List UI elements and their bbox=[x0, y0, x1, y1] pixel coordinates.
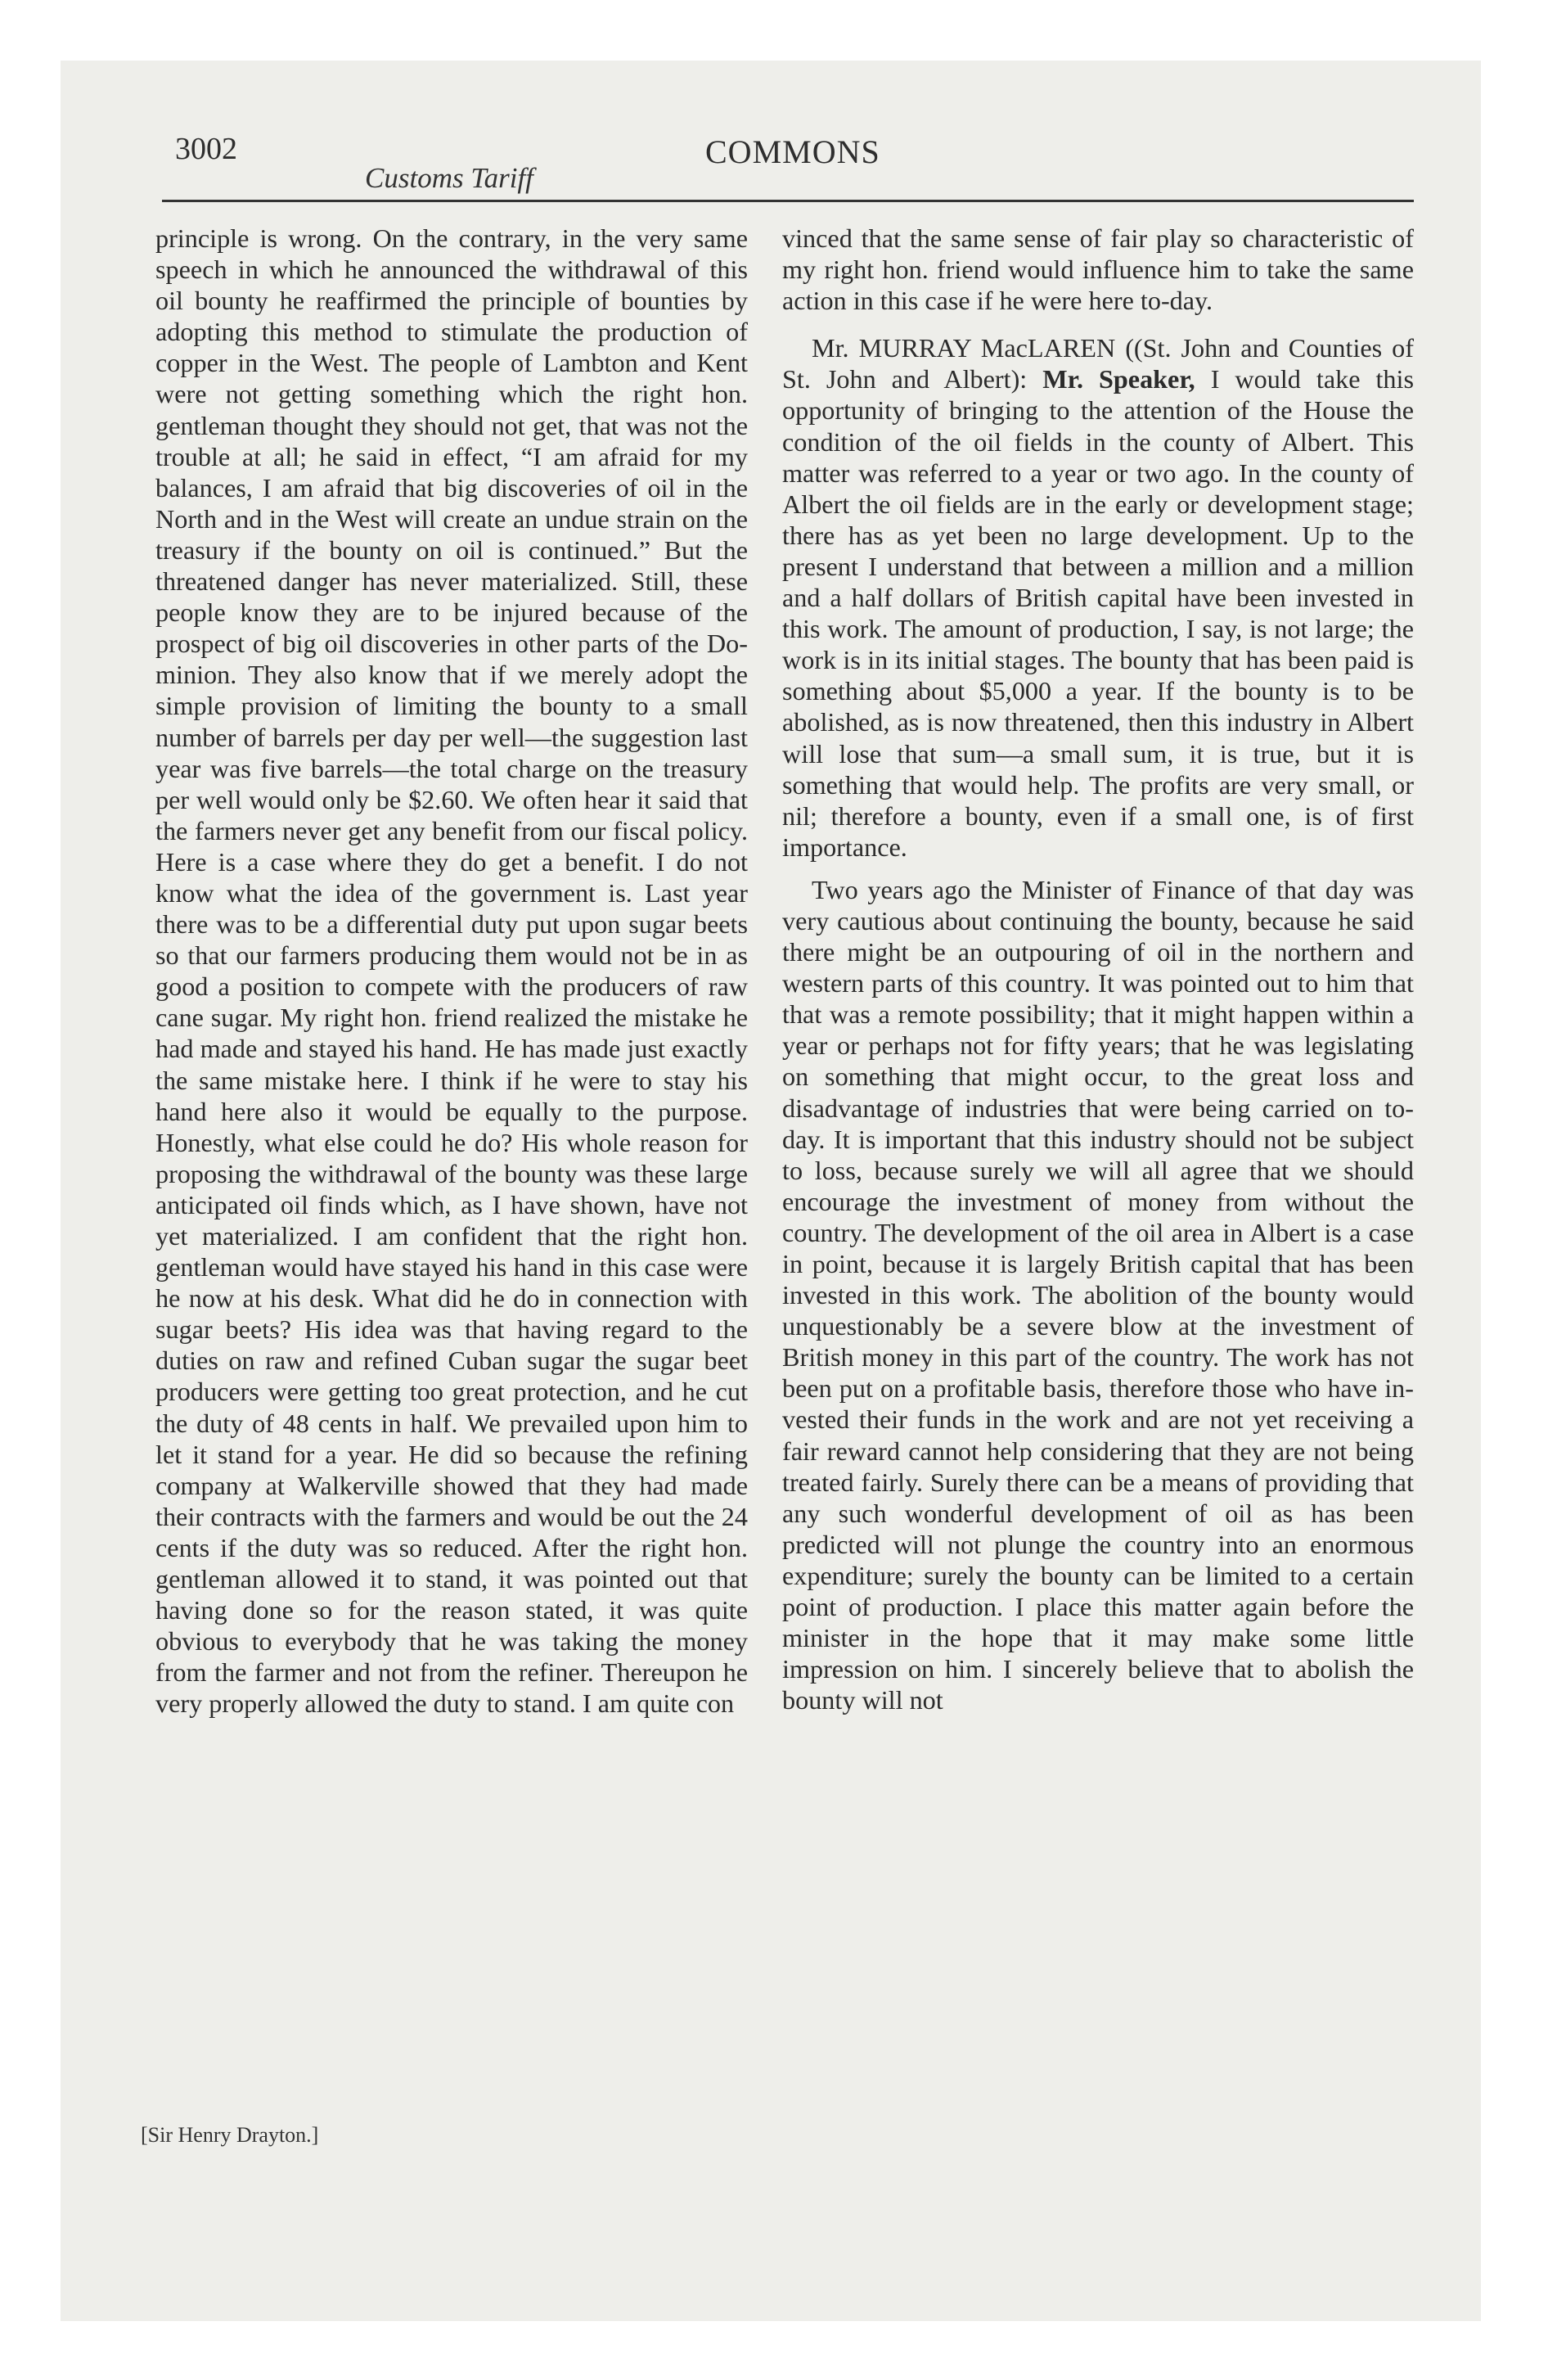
left-column bbox=[155, 223, 748, 1720]
speaker-opening: Mr. Speaker, bbox=[1042, 364, 1195, 394]
right-paragraph: Two years ago the Minister of Finance of that day was very cautious about continuing the bounty, because he said there might be an outpouring of oil in the northern and western parts of this country. It was pointed out to him that that was a remote possibility; that it might happen within a year or perhaps not for fifty years; that he was legislating on something that might occur, to the great loss and disadvantage of industries that were being carried on to-day. It is important that this industry should not be subject to loss, because surely we will all agree that we should encourage the investment of money from without the country. The development of the oil area in Albert is a case in point, because it is largely British capital that has been invested in this work. The abolition of the bounty would unquestionably be a severe blow at the investment of British money in this part of the country. The work has not been put on a profitable basis, therefore those who have invested their funds in the work and are not yet receiving a fair reward cannot help considering that they are not being treated fairly. Surely there can be a means of providing that any such wonderful development of oil as has been predicted will not plunge the country into an enormous expenditure; surely the bounty can be limited to a certain point of production. I place this matter again before the minister in the hope that it may make some little impression on him. I sincerely believe that to abolish the bounty will not bbox=[782, 874, 1414, 1715]
running-title: COMMONS bbox=[705, 133, 880, 170]
speaker-attribution: [Sir Henry Drayton.] bbox=[141, 2123, 319, 2147]
speaker-name: Mr. MURRAY MacLAREN bbox=[812, 333, 1116, 363]
header-rule bbox=[162, 200, 1414, 202]
right-paragraph-continued: vinced that the same sense of fair play so characteristic of my right hon. friend would influence him to take the same action in this case if he were here to-day. bbox=[782, 223, 1414, 316]
left-paragraph: principle is wrong. On the contrary, in the very same speech in which he announced the withdrawal of this oil bounty he reaffirmed the principle of bounties by adopting this method to stimulate the production of copper in the West. The people of Lambton and Kent were not getting something which the right hon. gentleman thought they should not get, that was not the trouble at all; he said in effect, “I am afraid for my balances, I am afraid that big discoveries of oil in the North and in the West will create an undue strain on the treasury if the bounty on oil is continued.” But the threatened danger has never materialized. Still, these people know they are to be injured because of the prospect of big oil discoveries in other parts of the Dominion. They also know that if we merely adopt the simple provision of limiting the bounty to a small number of barrels per day per well—the suggestion last year was five barrels—the total charge on the treasury per well would only be $2.60. We often hear it said that the farmers never get any benefit from our fiscal policy. Here is a case where they do get a benefit. I do not know what the idea of the government is. Last year there was to be a differential duty put upon sugar beets so that our farmers producing them would not be in as good a position to compete with the producers of raw cane sugar. My right hon. friend realized the mistake he had made and stayed his hand. He has made just exactly the same mistake here. I think if he were to stay his hand here also it would be equally to the purpose. Honestly, what else could he do? His whole reason for proposing the withdrawal of the bounty was these large anticipated oil finds which, as I have shown, have not yet materialized. I am confident that the right hon. gentleman would have stayed his hand in this case were he now at his desk. What did he do in connection with sugar beets? His idea was that having regard to the duties on raw and refined Cuban sugar the sugar beet producers were getting too great protection, and he cut the duty of 48 cents in half. We prevailed upon him to let it stand for a year. He did so because the refining company at Walkerville showed that they had made their contracts with the farmers and would be out the 24 cents if the duty was so reduced. After the right hon. gentleman allowed it to stand, it was pointed out that having done so for the reason stated, it was quite obvious to everybody that he was taking the money from the farmer and not from the refiner. Thereupon he very properly allowed the duty to stand. I am quite con bbox=[155, 223, 748, 1719]
right-column bbox=[782, 223, 1414, 1715]
speech-text: I would take this opportunity of bringing to the attention of the House the condition of the oil fields in the county of Albert. This matter was referred to a year or two ago. In the county of Albert the oil fields are in the early or development stage; there has as yet been no large development. Up to the present I understand that between a million and a million and a half dollars of British capital have been invested in this work. The amount of production, I say, is not large; the work is in its initial stages. The bounty that has been paid is something about $5,000 a year. If the bounty is to be abolished, as is now threatened, then this industry in Albert will lose that sum—a small sum, it is true, but it is something that would help. The profits are very small, or nil; therefore a bounty, even if a small one, is of first importance. bbox=[782, 364, 1414, 862]
section-title: Customs Tariff bbox=[365, 162, 533, 194]
speech-paragraph bbox=[782, 332, 1414, 863]
page-number: 3002 bbox=[175, 132, 237, 166]
speaker-riding: ((St. John and Counties of St. John and Albert): bbox=[782, 333, 1414, 394]
